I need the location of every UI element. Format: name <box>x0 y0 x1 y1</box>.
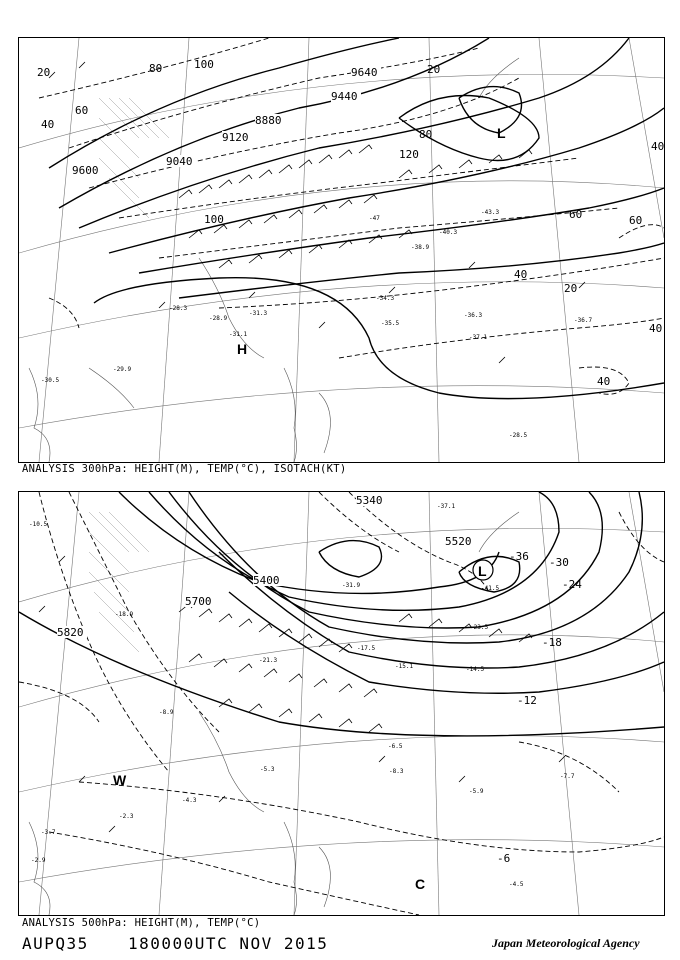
temp-label: -8.3 <box>389 768 404 775</box>
upper-chart-svg <box>19 38 664 462</box>
isotach-label: 80 <box>419 128 433 141</box>
height-label: 5700 <box>185 595 212 608</box>
temp-label: -5.3 <box>260 766 275 773</box>
temp-label: -34.3 <box>376 295 395 302</box>
temp-label: -28.9 <box>209 315 228 322</box>
temp-label: -37.1 <box>469 334 488 341</box>
isotherm-label: -24 <box>562 578 582 591</box>
isotach-label: 60 <box>75 104 89 117</box>
temp-label: -3.7 <box>41 829 56 836</box>
isotach-label-group <box>37 58 664 388</box>
height-label: 5820 <box>57 626 84 639</box>
temp-label: -5.9 <box>469 788 484 795</box>
temp-label: -36.3 <box>464 312 483 319</box>
isotach-label: 100 <box>204 213 224 226</box>
temp-label: -36.7 <box>574 317 593 324</box>
temp-label: -6.5 <box>388 743 403 750</box>
isotach-label: 20 <box>37 66 51 79</box>
isotach-label: 40 <box>514 268 528 281</box>
isotach-label: 20 <box>564 282 578 295</box>
temp-label: -41.5 <box>481 585 500 592</box>
chart-valid-time: 180000UTC NOV 2015 <box>128 934 329 953</box>
isotherm-label: -36 <box>509 550 529 563</box>
temp-label: -38.9 <box>411 244 430 251</box>
chart-code: AUPQ35 <box>22 934 89 953</box>
temp-label: -17.5 <box>357 645 376 652</box>
height-label: 9600 <box>72 164 99 177</box>
temp-label: -15.1 <box>395 663 414 670</box>
temp-label: -2.9 <box>31 857 46 864</box>
temp-label: -7.7 <box>560 773 575 780</box>
isotherm-label: -12 <box>517 694 537 707</box>
low-pressure-center: L <box>478 563 487 579</box>
temp-label: -21.3 <box>259 657 278 664</box>
height-label: 8880 <box>255 114 282 127</box>
low-pressure-center: L <box>497 125 506 141</box>
hatch-area <box>99 98 169 218</box>
isotherm-label-group <box>497 550 582 865</box>
height-label: 9440 <box>331 90 358 103</box>
isotherm-label: -6 <box>497 852 511 865</box>
coastline <box>29 512 519 915</box>
isotach-label: 80 <box>149 62 163 75</box>
temp-label: -35.5 <box>381 320 400 327</box>
isotherm-label: -30 <box>549 556 569 569</box>
temp-label: -37.1 <box>437 503 456 510</box>
temp-label: -14.5 <box>466 666 485 673</box>
isotach-label: 60 <box>629 214 643 227</box>
isotach-label: 40 <box>597 375 611 388</box>
temp-label: -31.9 <box>342 582 361 589</box>
temp-label-group <box>41 209 592 439</box>
high-pressure-center: H <box>237 341 248 357</box>
temp-label: -10.5 <box>29 521 48 528</box>
warm-center: W <box>113 772 127 788</box>
lower-chart-500hpa <box>18 491 665 916</box>
isotherm-label: -18 <box>542 636 562 649</box>
height-label: 9040 <box>166 155 193 168</box>
temp-label: -28.5 <box>509 432 528 439</box>
height-label: 9640 <box>351 66 378 79</box>
upper-chart-caption: ANALYSIS 300hPa: HEIGHT(M), TEMP(°C), ISOTACH(KT) <box>22 463 347 475</box>
temp-label: -30.5 <box>41 377 60 384</box>
isotach-label: 20 <box>427 63 441 76</box>
height-label: 9120 <box>222 131 249 144</box>
lower-chart-svg <box>19 492 664 915</box>
isotach-label: 120 <box>399 148 419 161</box>
height-label: 5400 <box>253 574 280 587</box>
temp-label: -28.3 <box>169 305 188 312</box>
temp-label: -4.3 <box>182 797 197 804</box>
temp-label: -31.3 <box>249 310 268 317</box>
isotach-label: 40 <box>649 322 663 335</box>
temp-label: -31.1 <box>229 331 248 338</box>
temp-label: -8.9 <box>159 709 174 716</box>
agency-name: Japan Meteorological Agency <box>492 936 640 950</box>
temp-label: -2.3 <box>119 813 134 820</box>
temp-label: -4.5 <box>509 881 524 888</box>
height-label: 5520 <box>445 535 472 548</box>
isotach-label: 40 <box>41 118 55 131</box>
temp-label: -43.3 <box>481 209 500 216</box>
temp-label: -40.3 <box>439 229 458 236</box>
upper-chart-300hpa <box>18 37 665 463</box>
cold-center: C <box>415 876 426 892</box>
isotach-label: 40 <box>651 140 664 153</box>
temp-label: -29.9 <box>113 366 132 373</box>
temp-label: -18.9 <box>115 611 134 618</box>
temp-label: -47 <box>369 215 380 222</box>
lower-chart-caption: ANALYSIS 500hPa: HEIGHT(M), TEMP(°C) <box>22 917 261 929</box>
height-label: 5340 <box>356 494 383 507</box>
isotach-label: 60 <box>569 208 583 221</box>
isotach-label: 100 <box>194 58 214 71</box>
temp-label: -23.5 <box>470 624 489 631</box>
